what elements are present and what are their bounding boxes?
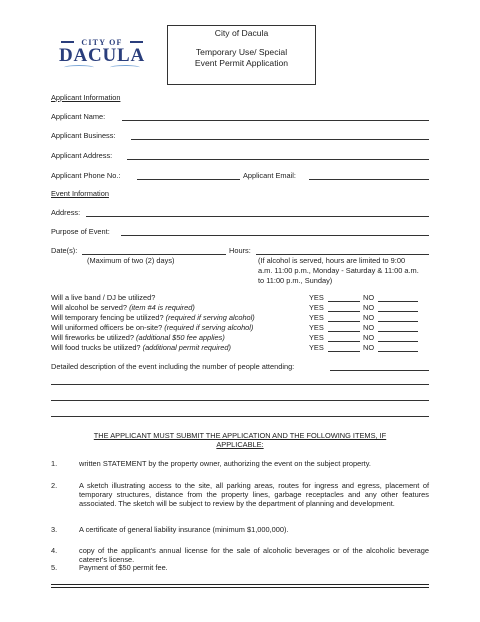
no-label: NO — [363, 313, 375, 322]
no-label: NO — [363, 343, 375, 352]
question-text — [51, 313, 255, 322]
no-field[interactable] — [378, 351, 418, 352]
requirement-number: 4. — [51, 546, 58, 555]
no-label: NO — [363, 303, 375, 312]
event-hours-field[interactable] — [256, 254, 429, 255]
yes-field[interactable] — [328, 351, 360, 352]
applicant-business-label: Applicant Business: — [51, 131, 116, 140]
applicant-phone-label: Applicant Phone No.: — [51, 171, 121, 180]
question-note: (additional permit required) — [142, 343, 231, 352]
requirements-heading-1: THE APPLICANT MUST SUBMIT THE APPLICATION AND THE FOLLOWING ITEMS, IF — [93, 431, 387, 440]
hours-note-2: a.m. 11:00 p.m., Monday - Saturday & 11:00 a.m. — [258, 266, 419, 275]
logo-bar-right — [130, 41, 143, 43]
yes-label: YES — [309, 343, 324, 352]
title-line-3: Event Permit Application — [194, 58, 289, 68]
no-field[interactable] — [378, 301, 418, 302]
question-label: Will alcohol be served? — [51, 303, 127, 312]
question-text — [51, 343, 231, 352]
no-field[interactable] — [378, 331, 418, 332]
dates-note: (Maximum of two (2) days) — [87, 256, 175, 265]
bottom-rule-2 — [51, 587, 429, 588]
description-field-2[interactable] — [51, 384, 429, 385]
applicant-email-field[interactable] — [309, 179, 429, 180]
hours-note-3: to 11:00 p.m., Sunday) — [258, 276, 333, 285]
requirement-text: A sketch illustrating access to the site, all parking areas, routes for ingress and egress, placement of temporary structures, distance from the property lines, garbage receptacles and any other features associated. The sketch will be subject to review by the department of planning and development. — [79, 481, 429, 509]
event-dates-label: Date(s): — [51, 246, 78, 255]
yes-field[interactable] — [328, 341, 360, 342]
no-field[interactable] — [378, 321, 418, 322]
requirement-number: 2. — [51, 481, 58, 490]
applicant-address-label: Applicant Address: — [51, 151, 113, 160]
no-label: NO — [363, 293, 375, 302]
no-label: NO — [363, 323, 375, 332]
requirement-number: 1. — [51, 459, 58, 468]
question-text — [51, 323, 253, 332]
question-label: Will temporary fencing be utilized? — [51, 313, 164, 322]
yes-field[interactable] — [328, 321, 360, 322]
city-logo — [54, 38, 150, 70]
requirements-heading-2: APPLICABLE: — [216, 440, 264, 449]
question-text — [51, 293, 155, 302]
question-note: (required if serving alcohol) — [165, 313, 255, 322]
yes-label: YES — [309, 293, 324, 302]
event-address-label: Address: — [51, 208, 81, 217]
yes-field[interactable] — [328, 331, 360, 332]
question-label: Will a live band / DJ be utilized? — [51, 293, 156, 302]
applicant-section-heading: Applicant Information — [51, 93, 121, 102]
applicant-email-label: Applicant Email: — [243, 171, 296, 180]
title-line-1: City of Dacula — [214, 28, 269, 38]
logo-leaf-left — [64, 65, 94, 70]
logo-leaf-right — [110, 65, 140, 70]
bottom-rule-1 — [51, 584, 429, 585]
applicant-name-field[interactable] — [122, 120, 429, 121]
yes-label: YES — [309, 333, 324, 342]
no-label: NO — [363, 333, 375, 342]
title-line-2: Temporary Use/ Special — [195, 46, 288, 57]
event-purpose-label: Purpose of Event: — [51, 227, 110, 236]
requirement-text: written STATEMENT by the property owner, authorizing the event on the subject property. — [79, 459, 371, 468]
question-label: Will uniformed officers be on-site? — [51, 323, 163, 332]
description-field-3[interactable] — [51, 400, 429, 401]
no-field[interactable] — [378, 341, 418, 342]
yes-field[interactable] — [328, 301, 360, 302]
requirement-text: A certificate of general liability insurance (minimum $1,000,000). — [79, 525, 289, 534]
question-label: Will food trucks be utilized? — [51, 343, 141, 352]
requirement-number: 5. — [51, 563, 58, 572]
description-label: Detailed description of the event including the number of people attending: — [51, 362, 295, 371]
yes-label: YES — [309, 323, 324, 332]
description-field-4[interactable] — [51, 416, 429, 417]
requirement-text: copy of the applicant's annual license for the sale of alcoholic beverages or of the alcoholic beverage caterer's license. — [79, 546, 429, 565]
event-address-field[interactable] — [86, 216, 429, 217]
description-field-1[interactable] — [330, 370, 429, 371]
yes-label: YES — [309, 313, 324, 322]
applicant-phone-field[interactable] — [137, 179, 240, 180]
event-dates-field[interactable] — [82, 254, 226, 255]
yes-field[interactable] — [328, 311, 360, 312]
hours-note-1: (If alcohol is served, hours are limited to 9:00 — [258, 256, 406, 265]
question-text — [51, 333, 225, 342]
event-section-heading: Event Information — [51, 189, 109, 198]
title-box — [167, 25, 316, 85]
requirement-number: 3. — [51, 525, 58, 534]
applicant-address-field[interactable] — [127, 159, 429, 160]
applicant-business-field[interactable] — [131, 139, 429, 140]
question-text — [51, 303, 195, 312]
requirement-text: Payment of $50 permit fee. — [79, 563, 168, 572]
event-purpose-field[interactable] — [121, 235, 429, 236]
logo-top-text: CITY OF — [81, 38, 123, 47]
question-note: (required if serving alcohol) — [164, 323, 254, 332]
logo-main-text: DACULA — [58, 45, 146, 66]
question-note: (additional $50 fee applies) — [136, 333, 225, 342]
applicant-name-label: Applicant Name: — [51, 112, 106, 121]
question-note: (item #4 is required) — [129, 303, 195, 312]
question-label: Will fireworks be utilized? — [51, 333, 134, 342]
no-field[interactable] — [378, 311, 418, 312]
yes-label: YES — [309, 303, 324, 312]
event-hours-label: Hours: — [229, 246, 251, 255]
